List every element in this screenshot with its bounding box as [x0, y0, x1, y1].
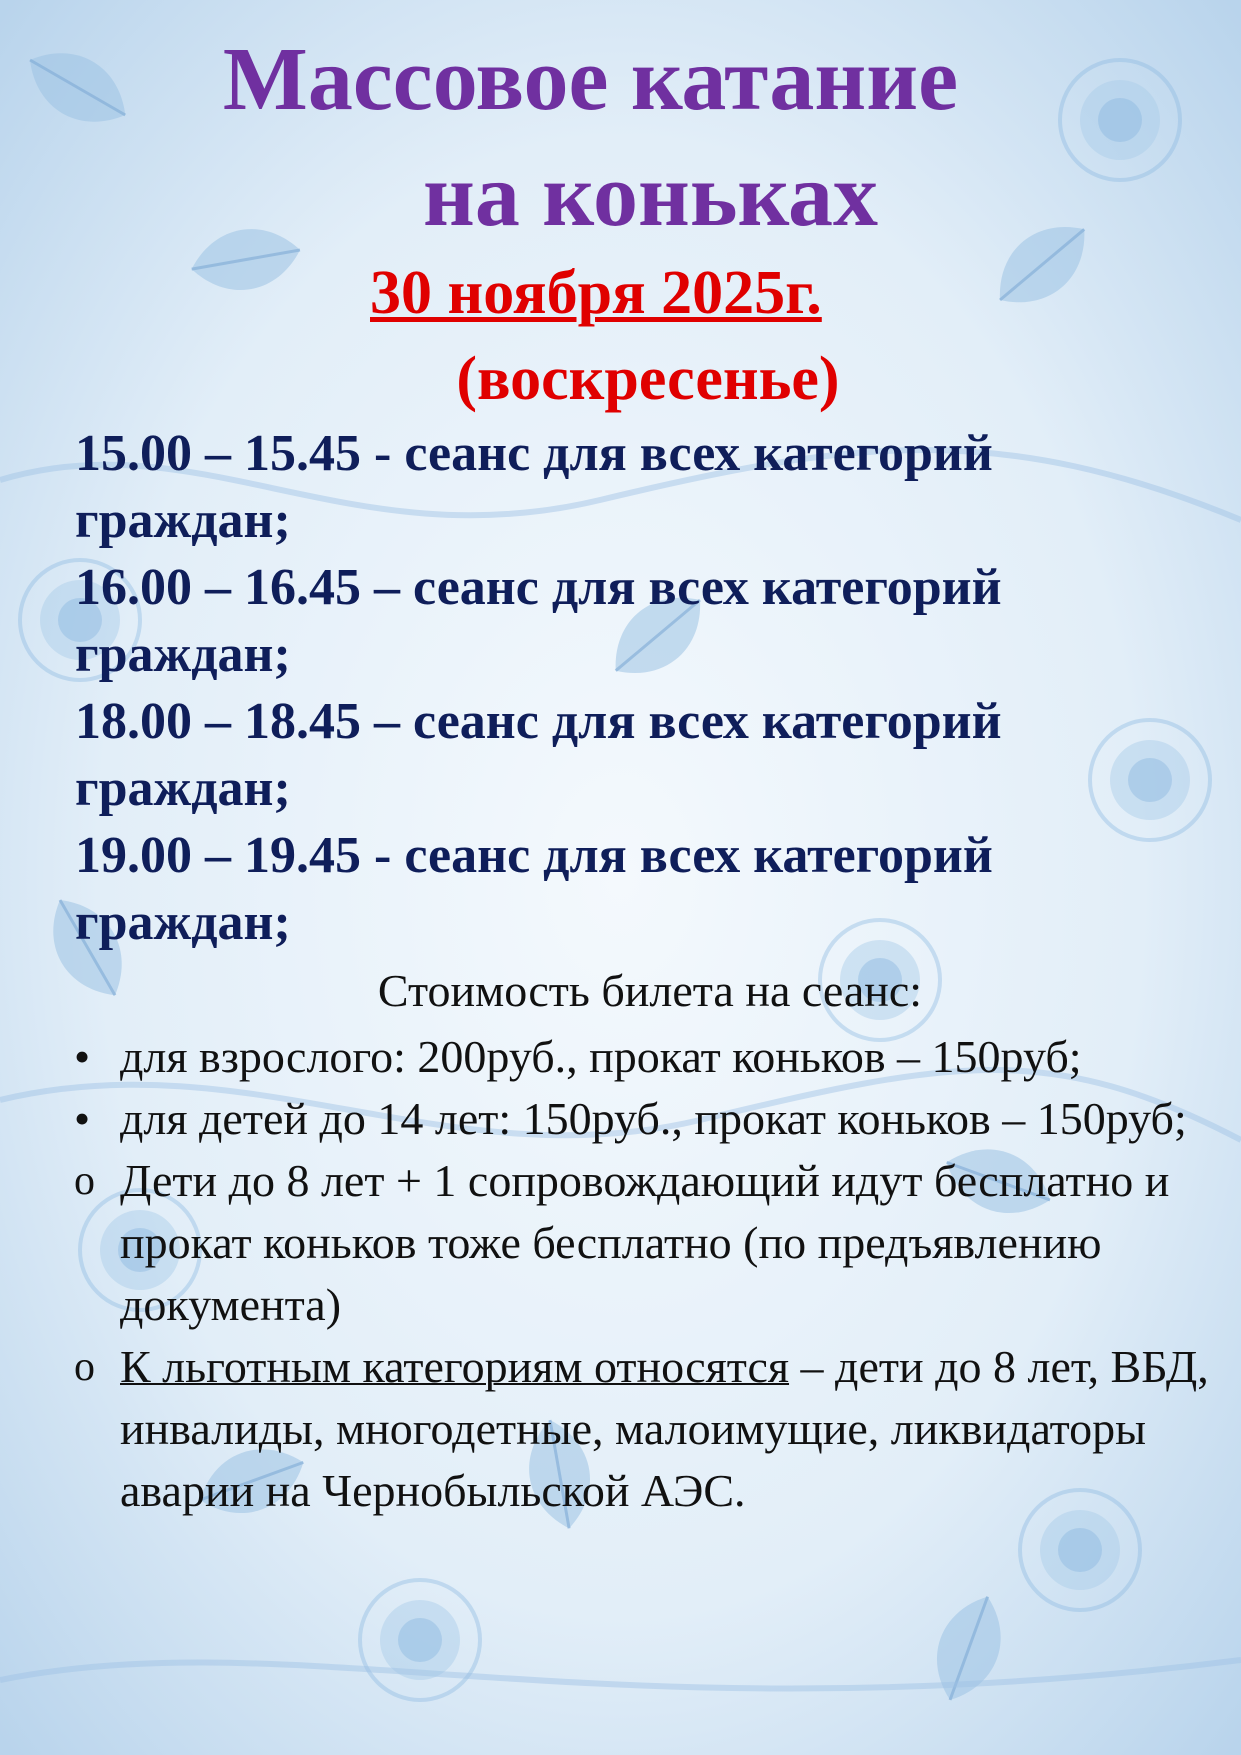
price-item-text: Дети до 8 лет + 1 сопровождающий идут бесплатно и прокат коньков тоже бесплатно (по предъявлению документа)	[120, 1155, 1170, 1330]
price-item-free-under-8	[70, 1150, 1210, 1336]
session-schedule	[75, 420, 1205, 956]
price-list	[70, 1026, 1210, 1522]
event-date: 30 ноября 2025г.	[370, 259, 822, 327]
poster-title-line-1: Массовое катание	[222, 30, 959, 129]
session-item: 15.00 – 15.45 - сеанс для всех категорий граждан;	[75, 425, 993, 549]
session-item: 16.00 – 16.45 – сеанс для всех категорий граждан;	[75, 559, 1002, 683]
session-item: 18.00 – 18.45 – сеанс для всех категорий граждан;	[75, 693, 1002, 817]
bullet-circle-icon	[74, 1150, 114, 1212]
poster-title-line-2: на коньках	[423, 146, 878, 245]
event-day-of-week: (воскресенье)	[456, 345, 840, 413]
session-item: 19.00 – 19.45 - сеанс для всех категорий граждан;	[75, 827, 993, 951]
price-heading: Стоимость билета на сеанс:	[377, 965, 923, 1016]
bullet-disc-icon	[74, 1088, 114, 1152]
price-item-text: для взрослого: 200руб., прокат коньков – 150руб;	[120, 1031, 1082, 1082]
price-item-benefit-categories	[70, 1336, 1210, 1522]
bullet-disc-icon	[74, 1026, 114, 1090]
price-item-text: для детей до 14 лет: 150руб., прокат коньков – 150руб;	[120, 1093, 1187, 1144]
price-item-text: – дети до 8 лет, ВБД, инвалиды, многодетные, малоимущие, ликвидаторы аварии на Чернобыльской АЭС.	[120, 1341, 1209, 1516]
benefit-categories-label: К льготным категориям относятся	[120, 1341, 790, 1392]
price-item-adult	[70, 1026, 1210, 1088]
bullet-circle-icon	[74, 1336, 114, 1398]
price-item-children	[70, 1088, 1210, 1150]
